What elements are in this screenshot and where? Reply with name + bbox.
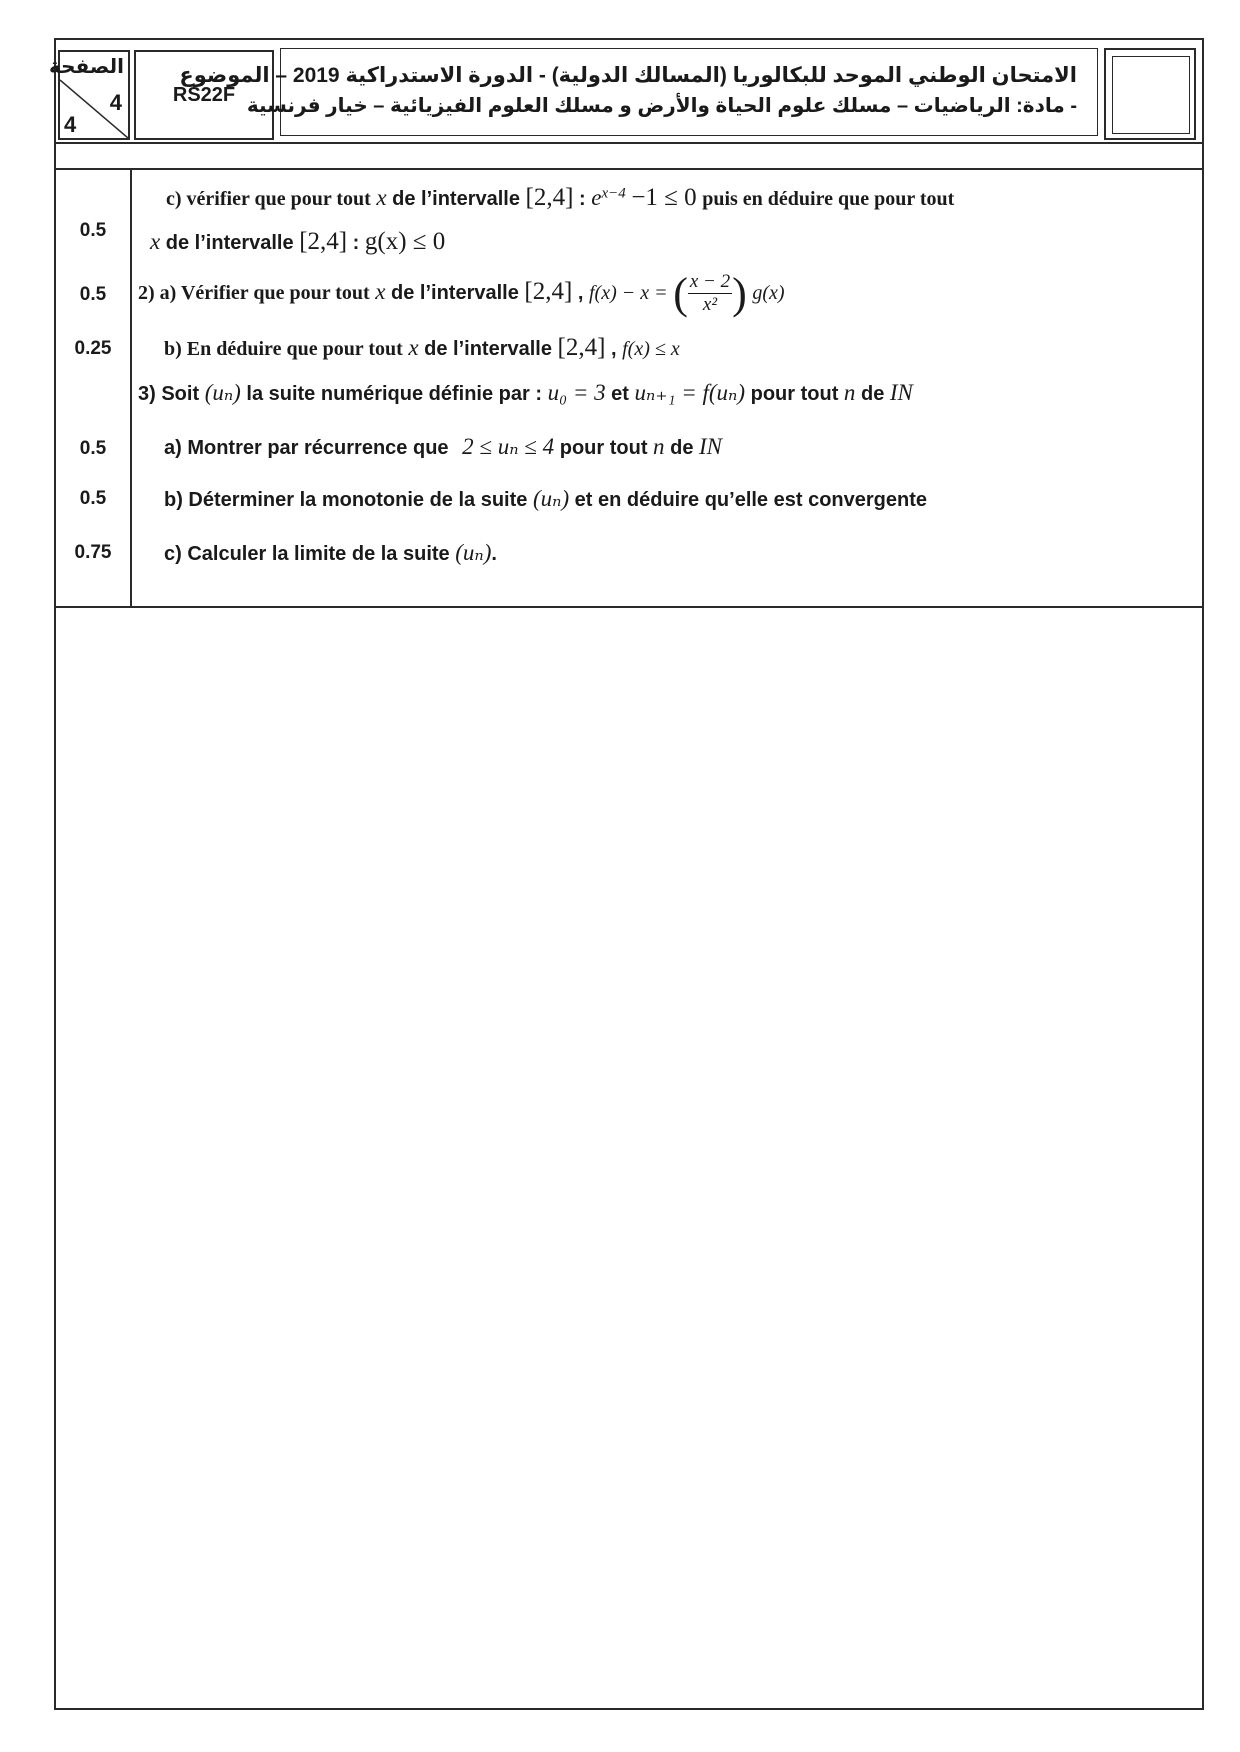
questions-table — [54, 168, 1204, 608]
score-column-divider — [130, 170, 132, 606]
question-text: c) vérifier que pour tout x de l’intervalle [2,4] : $e^{x-4} -1 \le 0$ puis en déduire que pour tout — [166, 184, 955, 211]
stamp-box — [1104, 48, 1196, 140]
page-number-box — [48, 50, 130, 140]
exam-code: RS22F — [134, 50, 274, 140]
score: 0.5 — [79, 438, 107, 459]
page-label: الصفحة — [48, 56, 124, 78]
question-text: c) Calculer la limite de la suite (uₙ). — [164, 540, 497, 565]
score: 0.25 — [74, 338, 112, 359]
page-total: 4 — [64, 112, 77, 137]
score: 0.5 — [79, 220, 107, 241]
title-line-2: - مادة: الرياضيات – مسلك علوم الحياة والأرض و مسلك العلوم الفيزيائية – خيار فرنسية — [246, 95, 1077, 117]
question-text: 2) a) Vérifier que pour tout x de l’intervalle [2,4] , f(x) − x = ( $\frac{x - 2}{\text{x²}}$ ) g(x) — [138, 269, 785, 318]
score: 0.5 — [79, 284, 107, 305]
page-current: 4 — [109, 90, 122, 115]
score: 0.5 — [79, 488, 107, 509]
question-text: b) En déduire que pour tout x de l’intervalle [2,4] , f(x) ≤ x — [164, 334, 680, 361]
stamp-inner — [1112, 56, 1190, 134]
question-text: b) Déterminer la monotonie de la suite (uₙ) et en déduire qu’elle est convergente — [164, 486, 927, 511]
question-text: x de l’intervalle [2,4] : g(x) ≤ 0 — [150, 228, 446, 255]
title-line-1: الامتحان الوطني الموحد للبكالوريا (المسالك الدولية) - الدورة الاستدراكية 2019 – الموضوع — [179, 64, 1077, 87]
question-text: a) Montrer par récurrence que 2 ≤ uₙ ≤ 4 pour tout n de IN — [164, 434, 723, 459]
header-rule — [54, 142, 1204, 144]
exam-header — [48, 44, 1200, 142]
question-text: 3) Soit (uₙ) la suite numérique définie par : u₀ = 3 et uₙ₊₁ = f(uₙ) pour tout n de IN — [138, 380, 913, 405]
score: 0.75 — [74, 542, 112, 563]
